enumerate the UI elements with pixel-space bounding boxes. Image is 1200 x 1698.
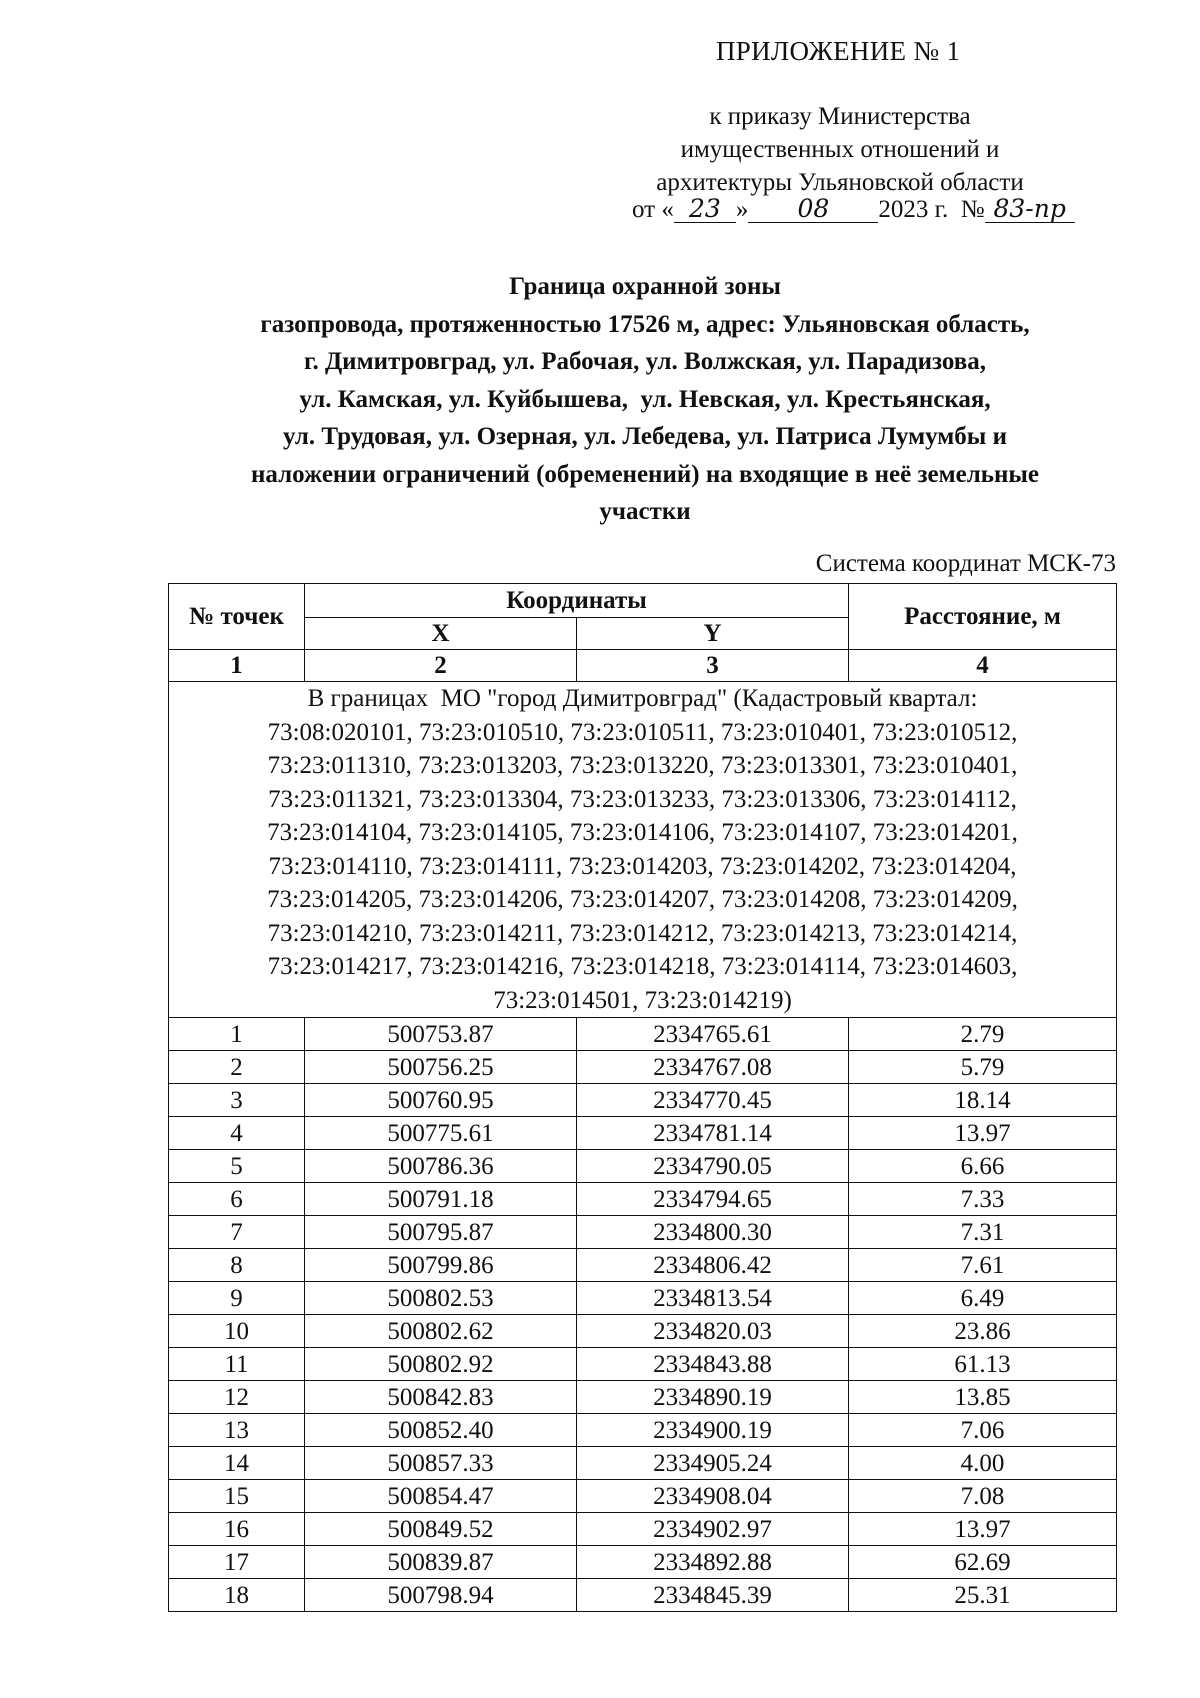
table-row: [169, 1018, 1117, 1051]
title-line-5: ул. Трудовая, ул. Озерная, ул. Лебедева, ул. Патриса Лумумбы и: [283, 423, 1007, 450]
y-coordinate: 2334905.24: [577, 1447, 849, 1480]
x-coordinate: 500802.92: [305, 1348, 577, 1381]
y-coordinate: 2334806.42: [577, 1249, 849, 1282]
x-coordinate: 500791.18: [305, 1183, 577, 1216]
point-number: 9: [169, 1282, 305, 1315]
distance-value: 7.33: [849, 1183, 1117, 1216]
table-row: [169, 1183, 1117, 1216]
table-row: [169, 1051, 1117, 1084]
table-row: [169, 1381, 1117, 1414]
point-number: 14: [169, 1447, 305, 1480]
x-coordinate: 500854.47: [305, 1480, 577, 1513]
district-line: 73:08:020101, 73:23:010510, 73:23:010511, 73:23:010401, 73:23:010512,: [267, 718, 1018, 746]
header-y: Y: [577, 618, 849, 650]
district-line: 73:23:014110, 73:23:014111, 73:23:014203, 73:23:014202, 73:23:014204,: [268, 852, 1017, 880]
header-points: № точек: [169, 584, 305, 650]
header-x: X: [305, 618, 577, 650]
district-line: 73:23:011310, 73:23:013203, 73:23:013220, 73:23:013301, 73:23:010401,: [267, 752, 1018, 779]
table-row: [169, 1579, 1117, 1612]
point-number: 8: [169, 1249, 305, 1282]
district-line: 73:23:014205, 73:23:014206, 73:23:014207, 73:23:014208, 73:23:014209,: [267, 886, 1018, 913]
y-coordinate: 2334781.14: [577, 1117, 849, 1150]
y-coordinate: 2334902.97: [577, 1513, 849, 1546]
y-coordinate: 2334890.19: [577, 1381, 849, 1414]
distance-value: 6.49: [849, 1282, 1117, 1315]
column-number: 4: [849, 650, 1117, 682]
table-row: [169, 1216, 1117, 1249]
table-row: [169, 1480, 1117, 1513]
table-row: [169, 1117, 1117, 1150]
district-line: 73:23:014217, 73:23:014216, 73:23:014218, 73:23:014114, 73:23:014603,: [267, 953, 1018, 980]
point-number: 1: [169, 1018, 305, 1051]
distance-value: 5.79: [849, 1051, 1117, 1084]
district-description: [169, 682, 1117, 1018]
x-coordinate: 500802.62: [305, 1315, 577, 1348]
y-coordinate: 2334794.65: [577, 1183, 849, 1216]
x-coordinate: 500775.61: [305, 1117, 577, 1150]
district-line: 73:23:014210, 73:23:014211, 73:23:014212, 73:23:014213, 73:23:014214,: [267, 919, 1018, 947]
district-line: 73:23:014501, 73:23:014219): [493, 986, 792, 1014]
y-coordinate: 2334770.45: [577, 1084, 849, 1117]
point-number: 17: [169, 1546, 305, 1579]
distance-value: 13.97: [849, 1117, 1117, 1150]
x-coordinate: 500799.86: [305, 1249, 577, 1282]
district-line: 73:23:014104, 73:23:014105, 73:23:014106, 73:23:014107, 73:23:014201,: [267, 819, 1018, 846]
date-day-handwritten: 23: [674, 196, 736, 223]
point-number: 5: [169, 1150, 305, 1183]
distance-value: 23.86: [849, 1315, 1117, 1348]
table-row: [169, 1414, 1117, 1447]
title-line-2: газопровода, протяженностью 17526 м, адрес: Ульяновская область,: [260, 310, 1030, 338]
x-coordinate: 500753.87: [305, 1018, 577, 1051]
x-coordinate: 500839.87: [305, 1546, 577, 1579]
y-coordinate: 2334813.54: [577, 1282, 849, 1315]
distance-value: 2.79: [849, 1018, 1117, 1051]
distance-value: 13.85: [849, 1381, 1117, 1414]
distance-value: 6.66: [849, 1150, 1117, 1183]
header-distance: Расстояние, м: [849, 584, 1117, 650]
table-row: [169, 1249, 1117, 1282]
x-coordinate: 500786.36: [305, 1150, 577, 1183]
title-line-4: ул. Камская, ул. Куйбышева, ул. Невская, ул. Крестьянская,: [299, 385, 991, 413]
coordinates-table: [168, 583, 1117, 1612]
distance-value: 7.06: [849, 1414, 1117, 1447]
order-reference: [600, 100, 1080, 199]
point-number: 2: [169, 1051, 305, 1084]
point-number: 11: [169, 1348, 305, 1381]
title-line-6: наложении ограничений (обременений) на входящие в неё земельные: [251, 460, 1039, 488]
x-coordinate: 500802.53: [305, 1282, 577, 1315]
x-coordinate: 500852.40: [305, 1414, 577, 1447]
distance-value: 7.08: [849, 1480, 1117, 1513]
order-line-1: к приказу Министерства: [709, 103, 971, 130]
distance-value: 18.14: [849, 1084, 1117, 1117]
distance-value: 61.13: [849, 1348, 1117, 1381]
x-coordinate: 500857.33: [305, 1447, 577, 1480]
title-line-3: г. Димитровград, ул. Рабочая, ул. Волжская, ул. Парадизова,: [303, 348, 987, 375]
y-coordinate: 2334900.19: [577, 1414, 849, 1447]
table-row: [169, 1315, 1117, 1348]
title-line-1: Граница охранной зоны: [509, 273, 781, 300]
point-number: 12: [169, 1381, 305, 1414]
y-coordinate: 2334767.08: [577, 1051, 849, 1084]
y-coordinate: 2334800.30: [577, 1216, 849, 1249]
y-coordinate: 2334820.03: [577, 1315, 849, 1348]
point-number: 18: [169, 1579, 305, 1612]
distance-value: 13.97: [849, 1513, 1117, 1546]
table-row: [169, 1282, 1117, 1315]
district-line: В границах МО "город Димитровград" (Кадастровый квартал:: [307, 685, 978, 712]
table-row: [169, 1084, 1117, 1117]
y-coordinate: 2334892.88: [577, 1546, 849, 1579]
column-number: 3: [577, 650, 849, 682]
order-date-line: [632, 196, 1075, 224]
order-line-3: архитектуры Ульяновской области: [656, 169, 1024, 196]
date-close-quote: »: [735, 196, 749, 223]
order-line-2: имущественных отношений и: [680, 136, 1000, 163]
coordinate-system-label: Система координат МСК-73: [815, 550, 1116, 577]
order-number-label: №: [960, 196, 985, 223]
point-number: 4: [169, 1117, 305, 1150]
y-coordinate: 2334765.61: [577, 1018, 849, 1051]
order-number-handwritten: 83-пр: [985, 196, 1075, 223]
title-line-7: участки: [599, 498, 691, 525]
y-coordinate: 2334790.05: [577, 1150, 849, 1183]
distance-value: 7.61: [849, 1249, 1117, 1282]
column-number: 2: [305, 650, 577, 682]
table-row: [169, 1150, 1117, 1183]
point-number: 10: [169, 1315, 305, 1348]
x-coordinate: 500842.83: [305, 1381, 577, 1414]
x-coordinate: 500760.95: [305, 1084, 577, 1117]
date-year: 2023 г.: [878, 196, 949, 223]
date-month-handwritten: 08: [748, 196, 878, 223]
y-coordinate: 2334845.39: [577, 1579, 849, 1612]
x-coordinate: 500795.87: [305, 1216, 577, 1249]
y-coordinate: 2334908.04: [577, 1480, 849, 1513]
document-title: [175, 268, 1115, 531]
distance-value: 4.00: [849, 1447, 1117, 1480]
x-coordinate: 500849.52: [305, 1513, 577, 1546]
appendix-title: ПРИЛОЖЕНИЕ № 1: [716, 36, 961, 66]
distance-value: 25.31: [849, 1579, 1117, 1612]
point-number: 6: [169, 1183, 305, 1216]
x-coordinate: 500798.94: [305, 1579, 577, 1612]
column-number: 1: [169, 650, 305, 682]
table-row: [169, 1513, 1117, 1546]
header-coordinates: Координаты: [305, 584, 849, 618]
table-row: [169, 1447, 1117, 1480]
district-line: 73:23:011321, 73:23:013304, 73:23:013233, 73:23:013306, 73:23:014112,: [268, 785, 1017, 813]
table-row: [169, 1546, 1117, 1579]
distance-value: 7.31: [849, 1216, 1117, 1249]
point-number: 16: [169, 1513, 305, 1546]
table-row: [169, 1348, 1117, 1381]
distance-value: 62.69: [849, 1546, 1117, 1579]
y-coordinate: 2334843.88: [577, 1348, 849, 1381]
point-number: 7: [169, 1216, 305, 1249]
point-number: 15: [169, 1480, 305, 1513]
point-number: 3: [169, 1084, 305, 1117]
x-coordinate: 500756.25: [305, 1051, 577, 1084]
date-prefix: от «: [632, 196, 674, 223]
point-number: 13: [169, 1414, 305, 1447]
